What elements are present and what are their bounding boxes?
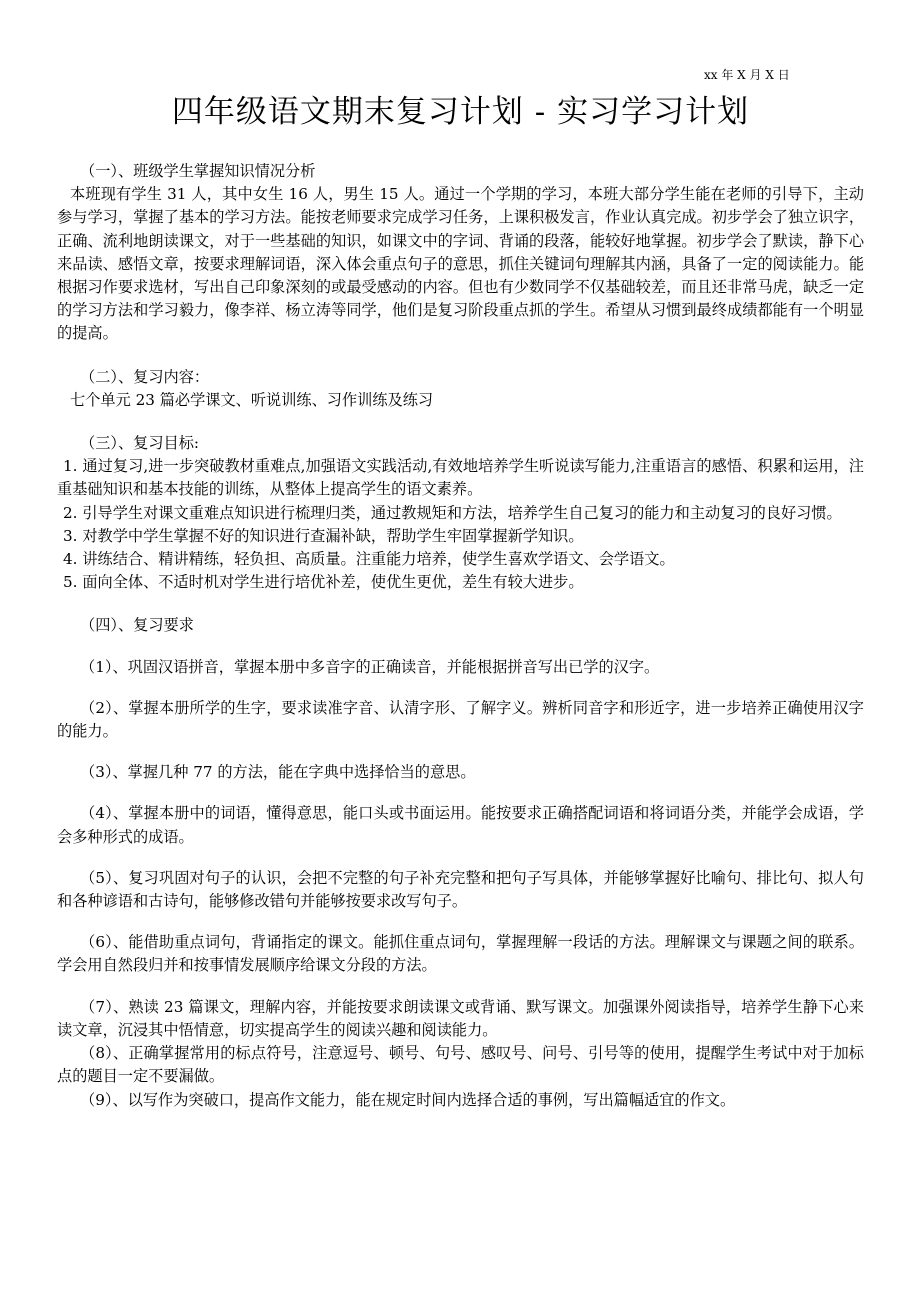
document-title: 四年级语文期末复习计划 - 实习学习计划 [171, 94, 750, 130]
requirement-item-7: （7）、熟读 23 篇课文，理解内容，并能按要求朗读课文或背诵、默写课文。加强课外阅读指导，培养学生静下心来读文章，沉浸其中悟情意，切实提高学生的阅读兴趣和阅读能力。 [57, 997, 864, 1039]
requirement-item-2: （2）、掌握本册所学的生字，要求读准字音、认清字形、了解字义。辨析同音字和形近字，进一步培养正确使用汉字的能力。 [57, 698, 864, 741]
goal-item-3: 3. 对教学中学生掌握不好的知识进行查漏补缺，帮助学生牢固掌握新学知识。 [63, 526, 584, 545]
goal-item-4: 4. 讲练结合、精讲精练，轻负担、高质量。注重能力培养，使学生喜欢学语文、会学语文。 [63, 550, 675, 569]
requirement-item-1: （1）、巩固汉语拼音，掌握本册中多音字的正确读音，并能根据拼音写出已学的汉字。 [80, 657, 660, 676]
goal-item-2: 2. 引导学生对课文重难点知识进行梳理归类，通过教规矩和方法，培养学生自己复习的能力和主动复习的良好习惯。 [63, 503, 842, 522]
section-3-heading: （三）、复习目标: [80, 434, 200, 453]
requirement-item-3: （3）、掌握几种 77 的方法，能在字典中选择恰当的意思。 [80, 763, 476, 782]
requirement-item-8: （8）、正确掌握常用的标点符号，注意逗号、顿号、句号、感叹号、问号、引号等的使用，提醒学生考试中对于加标点的题目一定不要漏做。 [57, 1044, 864, 1086]
document-body [57, 160, 864, 1112]
requirement-item-5: （5）、复习巩固对句子的认识，会把不完整的句子补充完整和把句子写具体，并能够掌握好比喻句、排比句、拟人句和各种谚语和古诗句，能够修改错句并能够按要求改写句子。 [57, 868, 864, 911]
section-1-heading: （一）、班级学生掌握知识情况分析 [80, 162, 316, 180]
section-2-paragraph: 七个单元 23 篇必学课文、听说训练、习作训练及练习 [70, 390, 434, 409]
section-4-heading: （四）、复习要求 [80, 616, 194, 635]
document-date: xx 年 X 月 X 日 [704, 68, 790, 82]
requirement-item-6: （6）、能借助重点词句，背诵指定的课文。能抓住重点词句，掌握理解一段话的方法。理解课文与课题之间的联系。学会用自然段归并和按事情发展顺序给课文分段的方法。 [57, 933, 864, 975]
goal-item-5: 5. 面向全体、不适时机对学生进行培优补差，使优生更优，差生有较大进步。 [63, 573, 584, 592]
requirement-item-9: （9）、以写作为突破口，提高作文能力，能在规定时间内选择合适的事例，写出篇幅适宜的作文。 [80, 1090, 736, 1109]
section-1-paragraph: 本班现有学生 31 人，其中女生 16 人，男生 15 人。通过一个学期的学习，本班大部分学生能在老师的引导下，主动参与学习，掌握了基本的学习方法。能按老师要求完成学习任务，上课积极发言，作业认真完成。初步学会了独立识字，正确、流利地朗读课文，对于一些基础的知识，如课文中的字词、背诵的段落，能较好地掌握。初步学会了默读，静下心来品读、感悟文章，按要求理解词语，深入体会重点句子的意思，抓住关键词句理解其内涵，具备了一定的阅读能力。能根据习作要求选材，写出自己印象深刻的或最受感动的内容。但也有少数同学不仅基础较差，而且还非常马虎，缺乏一定的学习方法和学习毅力，像李祥、杨立涛等同学，他们是复习阶段重点抓的学生。希望从习惯到最终成绩都能有一个明显的提高。 [57, 185, 864, 343]
goal-item-1: 1. 通过复习,进一步突破教材重难点,加强语文实践活动,有效地培养学生听说读写能力,注重语言的感悟、积累和运用，注重基础知识和基本技能的训练，从整体上提高学生的语文素养。 [57, 457, 864, 499]
requirement-item-4: （4）、掌握本册中的词语，懂得意思，能口头或书面运用。能按要求正确搭配词语和将词语分类，并能学会成语，学会多种形式的成语。 [57, 804, 864, 846]
section-2-heading: （二）、复习内容： [80, 367, 210, 386]
